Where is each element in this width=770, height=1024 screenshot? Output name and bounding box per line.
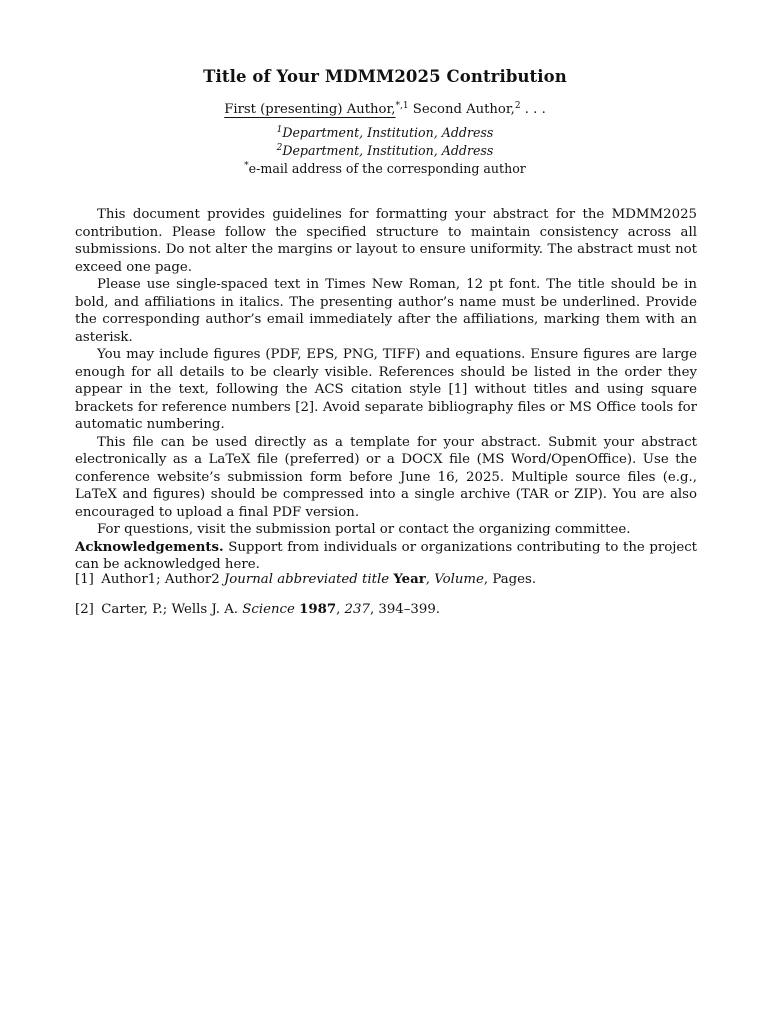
acknowledgements-text: Support from individuals or organizations contributing to the project can be acknowledged here. (75, 539, 697, 572)
abstract-body (75, 206, 697, 574)
presenting-author-marks: *,1 (395, 101, 409, 111)
reference-journal: Science (242, 601, 295, 617)
paragraph-1: This document provides guidelines for formatting your abstract for the MDMM2025 contribution. Please follow the specified structure to maintain consistency across all submissions. Do not alter the margins or layout to ensure uniformity. The abstract must not exceed one page. (75, 207, 697, 275)
reference-volume: 237 (344, 601, 370, 617)
reference-pages: , 394–399. (369, 601, 441, 617)
more-authors-ellipsis: . . . (520, 102, 546, 117)
corresponding-email (0, 160, 770, 178)
affiliation-1-mark: 1 (276, 125, 283, 135)
second-author-mark: 2 (514, 101, 521, 111)
acknowledgements-label: Acknowledgements. (75, 539, 224, 555)
reference-text (97, 571, 697, 589)
reference-number: [1] (75, 572, 94, 587)
reference-volume: Volume (434, 572, 484, 587)
reference-sep: , (336, 601, 345, 617)
paper-title: Title of Your MDMM2025 Contribution (203, 67, 567, 86)
affiliation-2-mark: 2 (276, 143, 283, 153)
reference-item (75, 601, 697, 619)
email-text: e-mail address of the corresponding author (248, 161, 526, 176)
affiliation-2 (0, 142, 770, 160)
reference-year: Year (393, 572, 426, 587)
reference-authors: Author1; Author2 (101, 572, 224, 587)
reference-authors: Carter, P.; Wells J. A. (101, 601, 243, 617)
reference-list (75, 571, 697, 630)
paragraph-5: For questions, visit the submission portal or contact the organizing committee. (97, 522, 631, 537)
reference-year: 1987 (299, 601, 337, 617)
affiliation-1 (0, 124, 770, 142)
reference-number: [2] (75, 601, 94, 617)
reference-item (75, 571, 697, 589)
reference-pages: , Pages. (483, 572, 537, 587)
email-mark: * (244, 161, 249, 171)
second-author: Second Author, (408, 102, 515, 117)
reference-sep: , (425, 572, 435, 587)
reference-journal: Journal abbreviated title (223, 572, 390, 587)
reference-text (97, 601, 697, 619)
presenting-author: First (presenting) Author, (224, 102, 396, 117)
paragraph-2: Please use single-spaced text in Times New Roman, 12 pt font. The title should be in bold, and affiliations in italics. The presenting author’s name must be underlined. Provide the corresponding author’s email immediately after the affiliations, marking them with an asterisk. (75, 277, 697, 345)
affiliation-2-text: Department, Institution, Address (282, 143, 494, 158)
paragraph-3: You may include figures (PDF, EPS, PNG, TIFF) and equations. Ensure figures are large enough for all details to be clearly visible. References should be listed in the order they appear in the text, following the ACS citation style [1] without titles and using square brackets for reference numbers [2]. Avoid separate bibliography files or MS Office tools for automatic numbering. (75, 347, 697, 432)
paragraph-4: This file can be used directly as a template for your abstract. Submit your abstract electronically as a LaTeX file (preferred) or a DOCX file (MS Word/OpenOffice). Use the conference website’s submission form before June 16, 2025. Multiple source files (e.g., LaTeX and figures) should be compressed into a single archive (TAR or ZIP). You are also encouraged to upload a final PDF version. (75, 434, 697, 520)
affiliation-1-text: Department, Institution, Address (282, 125, 494, 140)
acknowledgements (75, 539, 697, 574)
author-line (0, 101, 770, 119)
